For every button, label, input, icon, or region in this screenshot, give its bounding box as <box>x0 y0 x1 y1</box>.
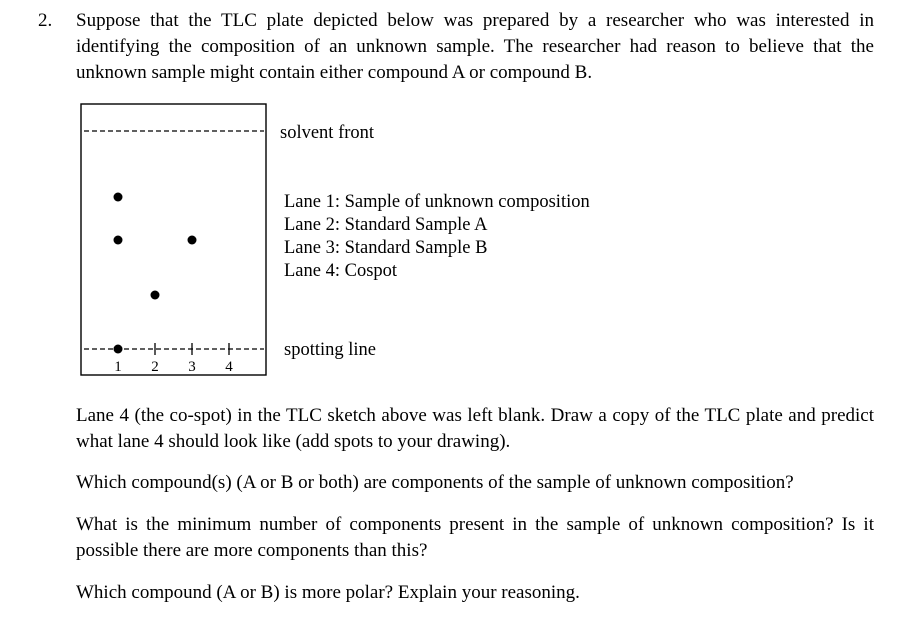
prompt-more-polar: Which compound (A or B) is more polar? Explain your reasoning. <box>76 582 580 603</box>
lane-1-number: 1 <box>114 359 122 375</box>
lane-3-spot <box>188 236 197 245</box>
spotting-line-label: spotting line <box>284 340 376 360</box>
legend-lane-4: Lane 4: Cospot <box>284 261 398 281</box>
lane-1-upper-spot <box>114 193 123 202</box>
legend-lane-2: Lane 2: Standard Sample A <box>284 215 488 235</box>
lane-3-number: 3 <box>188 359 196 375</box>
legend-lane-3: Lane 3: Standard Sample B <box>284 238 488 258</box>
question-number: 2. <box>38 10 53 31</box>
question-intro: Suppose that the TLC plate depicted below was prepared by a researcher who was interested in identifying the composition of an unknown sample. The researcher had reason to believe that the unknown sample might contain either compound A or compound B. <box>76 10 874 83</box>
solvent-front-label: solvent front <box>280 123 375 143</box>
lane-2-spot <box>151 291 160 300</box>
lane-4-number: 4 <box>225 359 233 375</box>
lane-1-origin-spot <box>114 345 123 354</box>
lane-legend <box>284 191 590 283</box>
lane-2-number: 2 <box>151 359 159 375</box>
tlc-plate-outline <box>81 104 266 375</box>
lane-1-middle-spot <box>114 236 123 245</box>
legend-lane-1: Lane 1: Sample of unknown composition <box>284 192 590 212</box>
prompt-minimum-components: What is the minimum number of components present in the sample of unknown composition? Is it possible there are more components than this? <box>76 514 874 561</box>
prompt-which-compounds: Which compound(s) (A or B or both) are components of the sample of unknown composition? <box>76 472 794 493</box>
prompt-draw-cospot: Lane 4 (the co-spot) in the TLC sketch above was left blank. Draw a copy of the TLC plate and predict what lane 4 should look like (add spots to your drawing). <box>76 405 874 452</box>
